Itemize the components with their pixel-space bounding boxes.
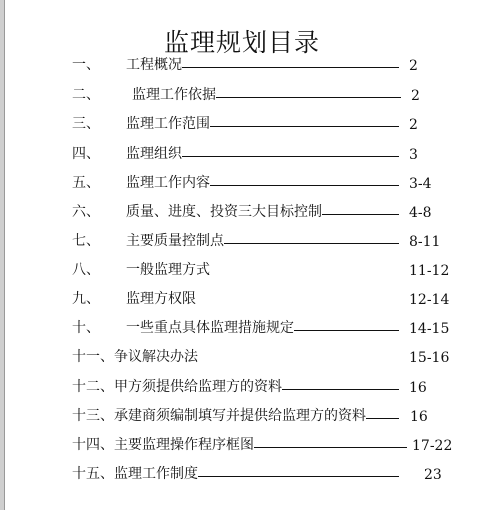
toc-entry[interactable] [72, 230, 441, 250]
toc-entry[interactable] [72, 259, 450, 279]
toc-entry-page: 12-14 [409, 292, 450, 308]
toc-entry-title: 一些重点具体监理措施规定 [126, 320, 294, 336]
toc-entry[interactable] [72, 288, 450, 308]
toc-entry[interactable] [72, 113, 418, 133]
toc-entry-title: 工程概况 [126, 57, 182, 73]
toc-entry-title: 监理方权限 [126, 291, 196, 307]
toc-entry-page: 2 [409, 117, 418, 133]
toc-entry-number: 五、 [72, 175, 100, 191]
toc-entry-page: 3-4 [409, 176, 432, 192]
document-title: 监理规划目录 [163, 27, 320, 57]
toc-entry-title: 监理工作依据 [132, 87, 216, 103]
toc-entry[interactable] [72, 84, 420, 104]
toc-entry-title: 监理工作内容 [126, 175, 210, 191]
toc-entry[interactable] [72, 346, 450, 366]
toc-leader-line [282, 389, 399, 390]
toc-entry[interactable] [72, 405, 428, 425]
toc-entry-number: 十一、 [72, 349, 114, 365]
toc-entry-page: 15-16 [409, 350, 450, 366]
toc-leader-line [210, 185, 399, 186]
toc-leader-line [182, 67, 399, 68]
toc-entry-title: 监理组织 [126, 146, 182, 162]
toc-entry[interactable] [72, 143, 418, 163]
toc-entry[interactable] [72, 434, 453, 454]
toc-entry-page: 16 [410, 409, 428, 425]
toc-leader-line [322, 214, 399, 215]
toc-entry-page: 17-22 [412, 438, 453, 454]
toc-entry-title: 质量、进度、投资三大目标控制 [126, 204, 322, 220]
toc-leader-line [198, 476, 399, 477]
toc-entry-number: 四、 [72, 146, 100, 162]
toc-entry-title: 争议解决办法 [114, 349, 198, 365]
toc-entry-page: 2 [411, 88, 420, 104]
toc-entry-title: 主要质量控制点 [126, 233, 224, 249]
toc-entry-title: 甲方须提供给监理方的资料 [114, 379, 282, 395]
toc-entry-page: 2 [409, 58, 418, 74]
toc-entry-page: 23 [424, 467, 442, 483]
toc-entry[interactable] [72, 54, 418, 74]
toc-entry-number: 一、 [72, 57, 100, 73]
toc-entry-title: 监理工作制度 [114, 466, 198, 482]
toc-entry-page: 11-12 [409, 263, 450, 279]
toc-entry-number: 十五、 [72, 466, 114, 482]
toc-entry-title: 主要监理操作程序框图 [114, 437, 254, 453]
toc-entry-number: 十、 [72, 320, 100, 336]
toc-entry-title: 一般监理方式 [126, 262, 210, 278]
toc-entry-title: 监理工作范围 [126, 116, 210, 132]
toc-leader-line [294, 330, 399, 331]
toc-entry-page: 3 [409, 147, 418, 163]
toc-entry-number: 六、 [72, 204, 100, 220]
toc-entry-page: 14-15 [409, 321, 450, 337]
toc-entry[interactable] [72, 201, 432, 221]
toc-entry-number: 三、 [72, 116, 100, 132]
toc-entry-page: 4-8 [409, 205, 432, 221]
toc-entry[interactable] [72, 172, 432, 192]
toc-entry-title: 承建商须编制填写并提供给监理方的资料 [114, 408, 366, 424]
toc-entry-number: 七、 [72, 233, 100, 249]
toc-entry[interactable] [72, 317, 450, 337]
toc-leader-line [216, 97, 401, 98]
toc-entry-number: 八、 [72, 262, 100, 278]
toc-entry-number: 十二、 [72, 379, 114, 395]
toc-entry-number: 九、 [72, 291, 100, 307]
toc-entry-page: 8-11 [409, 234, 441, 250]
toc-entry-number: 二、 [72, 87, 100, 103]
toc-leader-line [366, 418, 399, 419]
toc-entry-page: 16 [409, 380, 427, 396]
toc-leader-line [224, 243, 399, 244]
toc-entry[interactable] [72, 376, 427, 396]
toc-entry[interactable] [72, 463, 442, 483]
toc-leader-line [254, 447, 407, 448]
toc-entry-number: 十三、 [72, 408, 114, 424]
toc-leader-line [182, 156, 399, 157]
toc-entry-number: 十四、 [72, 437, 114, 453]
toc-leader-line [210, 126, 399, 127]
